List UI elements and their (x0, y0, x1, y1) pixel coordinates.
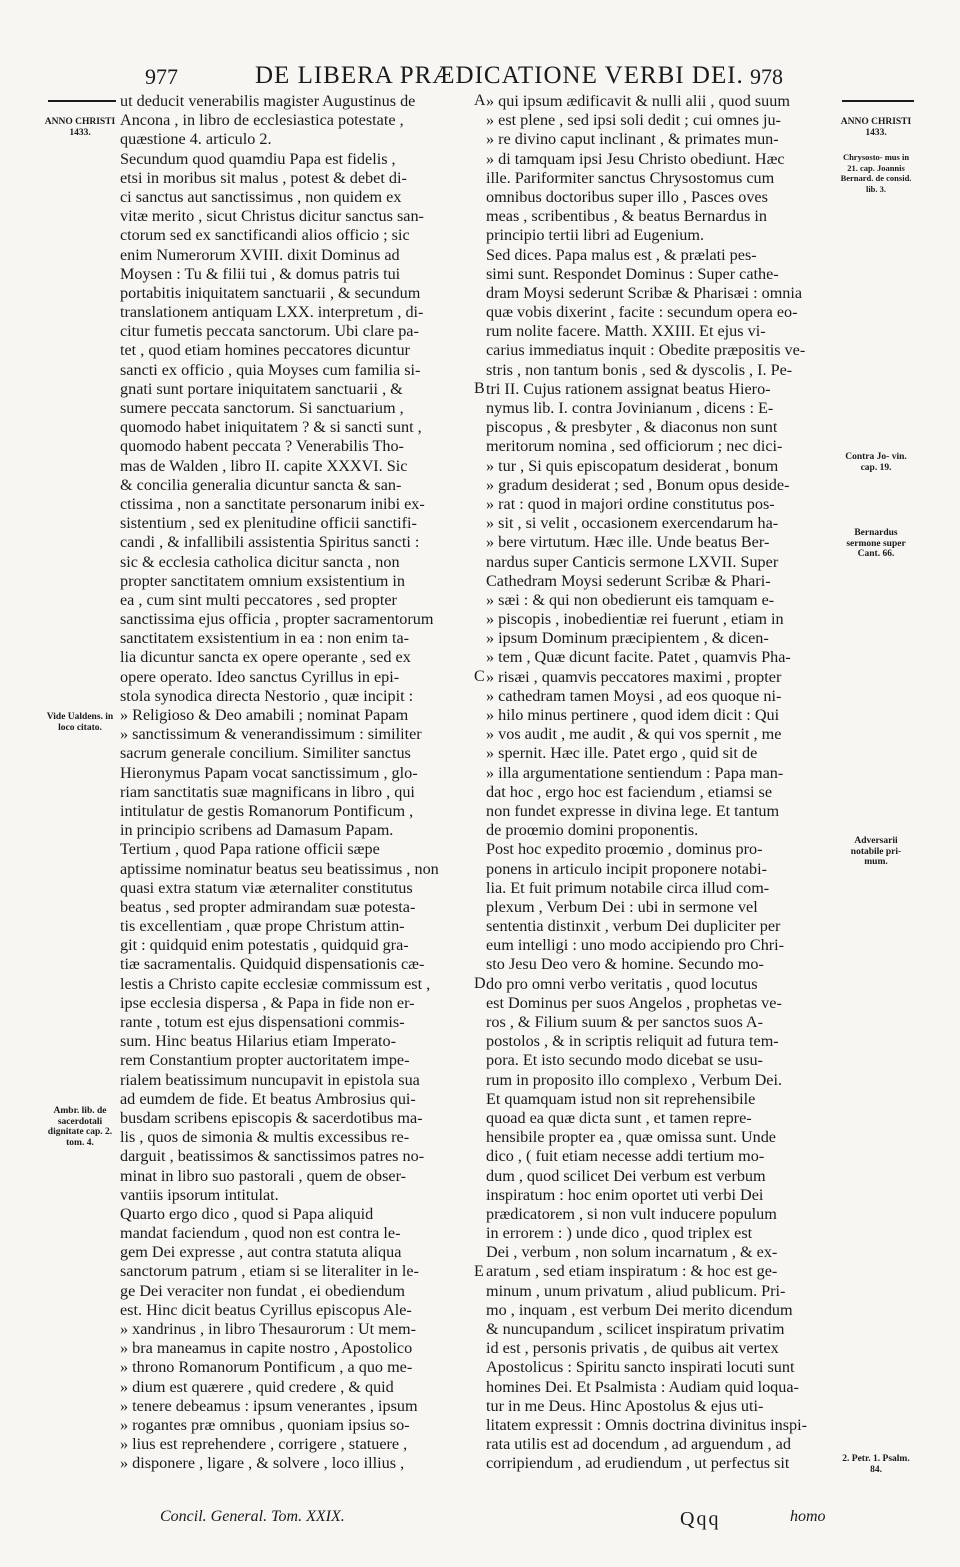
text-line: omnibus doctoribus super illo , Pasces oves (486, 187, 768, 206)
margin-note-bernardus: Bernardus sermone super Cant. 66. (846, 528, 906, 559)
text-line: mas de Walden , libro II. capite XXXVI. Sic (120, 456, 408, 475)
text-line: meas , scribentibus , & beatus Bernardus in (486, 207, 767, 226)
section-marker-b: B (474, 380, 485, 397)
text-line: Hieronymus Papam vocat sanctissimum , glo- (120, 763, 418, 782)
text-line: nymus lib. I. contra Jovinianum , dicens : E- (486, 399, 774, 417)
footer-volume-note: Concil. General. Tom. XXIX. (160, 1508, 345, 1525)
text-line: Cathedram Moysi sederunt Scribæ & Phari- (486, 571, 771, 590)
text-line: quoad ea quæ dicta sunt , et tamen repre- (486, 1108, 752, 1127)
text-line: ille. Pariformiter sanctus Chrysostomus cum (486, 168, 775, 187)
text-line: » tur , Si quis episcopatum desiderat , bonum (486, 456, 779, 475)
text-line: Tertium , quod Papa ratione officii sæpe (120, 840, 380, 859)
text-line: Et quamquam istud non sit reprehensibile (486, 1089, 756, 1108)
right-text-column (486, 92, 838, 1474)
text-line: pora. Et isto secundo modo dicebat se usu- (486, 1051, 763, 1070)
text-line: sanctitatem exsistentium in ea : non enim ta- (120, 629, 410, 648)
text-line: meritorum nomina , sed officiorum ; nec dici- (486, 437, 783, 456)
text-line: Post hoc expedito proœmio , dominus pro- (486, 840, 763, 859)
text-line: aptissime nominatur beatus seu beatissimus , non (120, 859, 439, 878)
text-line: busdam scribens episcopis & sacerdotibus ma- (120, 1108, 423, 1127)
text-line: minum , unum privatum , aliud publicum. Pri- (486, 1281, 786, 1300)
text-line: sanctorum patrum , etiam si se literaliter in le- (120, 1262, 419, 1281)
text-line: do pro omni verbo veritatis , quod locutus (486, 974, 758, 993)
text-line: rante , totum est ejus dispensationi commis- (120, 1013, 405, 1031)
text-line: de proœmio domini proponentis. (486, 821, 699, 840)
text-line: tis excellentiam , quæ prope Christum attin- (120, 917, 405, 936)
text-line: rum in proposito illo complexo , Verbum Dei. (486, 1070, 782, 1089)
text-line: rum nolite facere. Matth. XXIII. Et ejus vi- (486, 322, 766, 341)
text-line: » sit , si velit , occasionem exercendarum ha- (486, 514, 779, 533)
text-line: mo , inquam , est verbum Dei merito dicendum (486, 1300, 793, 1319)
text-line: » gradum desiderat ; sed , Bonum opus deside- (486, 475, 790, 494)
margin-note-anno-right: ANNO CHRISTI 1433. (840, 117, 912, 138)
text-line: Apostolicus : Spiritu sancto inspirati locuti sunt (486, 1358, 795, 1377)
text-line: prædicatorem , si non vult inducere populum (486, 1204, 777, 1223)
text-line: in principio scribens ad Damasum Papam. (120, 821, 394, 840)
section-marker-a: A (474, 92, 486, 109)
text-line: vantiis ipsorum intitulat. (120, 1185, 279, 1204)
text-line: sto Jesu Deo vero & homine. Secundo mo- (486, 955, 764, 974)
text-line: homines Dei. Et Psalmista : Audiam quid loqua- (486, 1377, 799, 1396)
text-line: dico , ( fuit etiam necesse addi tertium mo- (486, 1147, 765, 1166)
text-line: quæ vobis dixerint , facite : secundum opera eo- (486, 303, 798, 322)
text-line: ea , cum sint multi peccatores , sed propter (120, 590, 397, 609)
text-line: minat in libro suo pastorali , quem de obser- (120, 1166, 407, 1185)
text-line: ctissima , non a sanctitate personarum inibi ex- (120, 494, 425, 513)
text-line: sic & ecclesia catholica dicitur sancta , non (120, 552, 400, 571)
text-line: est Dominus per suos Angelos , prophetas ve- (486, 993, 782, 1012)
header-rule-right (842, 100, 914, 102)
page-number-right: 978 (750, 64, 783, 89)
text-line: principio tertii libri ad Eugenium. (486, 226, 705, 245)
text-line: rem Constantium propter auctoritatem impe- (120, 1051, 410, 1070)
text-line: darguit , beatissimos & sanctissimos patres no- (120, 1147, 425, 1166)
text-line: » spernit. Hæc ille. Patet ergo , quid sit de (486, 744, 758, 763)
text-line: » est plene , sed ipsi soli dedit ; cui omnes ju- (486, 111, 781, 130)
text-line: non fundet expresse in divina lege. Et tantum (486, 801, 780, 820)
text-line: gem Dei expresse , aut contra statuta aliqua (120, 1243, 402, 1262)
text-line: propter sanctitatem omnium exsistentium in (120, 571, 406, 590)
text-line: simi sunt. Respondet Dominus : Super cathe- (486, 264, 779, 283)
catchword: homo (790, 1508, 826, 1525)
text-line: quasi extra statum viæ æternaliter constitutus (120, 878, 413, 897)
section-marker-c: C (474, 668, 485, 685)
text-line: aratum , sed etiam inspiratum : & hoc est ge- (486, 1262, 778, 1281)
signature-mark: Qqq (680, 1508, 721, 1530)
running-header (0, 64, 960, 94)
text-line: Sed dices. Papa malus est , & prælati pes- (486, 245, 757, 264)
text-line: » lius est reprehendere , corrigere , statuere , (120, 1435, 408, 1454)
text-line: postolos , & in scriptis reliquit ad futura tem- (486, 1032, 779, 1051)
text-line: citur fumetis peccata sanctorum. Ubi clare pa- (120, 322, 419, 341)
text-line: » piscopis , inobedientiæ rei fuerunt , etiam in (486, 610, 784, 629)
text-line: tiæ sacramentalis. Quidquid dispensationis cæ- (120, 955, 425, 974)
text-line: » sanctissimum & venerandissimum : similiter (120, 725, 422, 744)
text-line: opere operato. Ideo sanctus Cyrillus in epi- (120, 667, 400, 686)
text-line: vitæ merito , sicut Christus dicitur sanctus san- (120, 207, 424, 226)
margin-note-adversarii: Adversarii notabile pri- mum. (850, 836, 902, 867)
text-line: intitulatur de gestis Romanorum Pontificum , (120, 801, 414, 820)
text-line: » vos audit , me audit , & qui vos spernit , me (486, 725, 782, 744)
text-line: » di tamquam ipsi Jesu Christo obediunt. Hæc (486, 149, 785, 168)
text-line: & nuncupandum , scilicet inspiratum privatim (486, 1320, 785, 1338)
text-line: ctorum sed ex sanctificandi alios officio ; sic (120, 226, 410, 245)
text-line: » re divino caput inclinant , & primates mun- (486, 130, 779, 149)
text-line: sancti ex officio , quia Moyses cum familia si- (120, 360, 421, 379)
text-line: dram Moysi sederunt Scribæ & Pharisæi : omnia (486, 283, 803, 302)
text-line: » tenere debeamus : ipsum venerantes , ipsum (120, 1396, 418, 1415)
text-line: git : quidquid enim potestatis , quidquid gra- (120, 936, 409, 955)
text-line: carius immediatus inquit : Obedite præpositis ve- (486, 341, 806, 360)
text-line: dat hoc , ergo hoc est faciendum , etiamsi se (486, 782, 773, 801)
text-line: id est , personis privatis , de quibus ait vertex (486, 1339, 779, 1358)
text-line: eum intelligi : uno modo accipiendo pro Chri- (486, 936, 785, 955)
text-line: sententia distinxit , verbum Dei dupliciter per (486, 917, 781, 936)
text-line: sanctissima ejus officia , propter sacramentorum (120, 610, 434, 629)
section-marker-d: D (474, 975, 486, 992)
text-line: » disponere , ligare , & solvere , loco illius , (120, 1454, 405, 1473)
text-line: stris , non tantum bonis , sed & dyscolis , I. Pe- (486, 360, 793, 379)
text-line: riam sanctitatis suæ magnificans in libro , qui (120, 782, 415, 801)
text-line: translationem antiquam LXX. interpretum , di- (120, 303, 424, 322)
text-line: hensibile propter ea , quæ omissa sunt. Unde (486, 1128, 776, 1147)
text-line: Moysen : Tu & filii tui , & domus patris tui (120, 264, 401, 283)
text-line: tri II. Cujus rationem assignat beatus Hiero- (486, 379, 771, 398)
text-line: » throno Romanorum Pontificum , a quo me- (120, 1358, 413, 1377)
text-line: » tem , Quæ dicunt facite. Patet , quamvis Pha- (486, 648, 791, 667)
running-title: DE LIBERA PRÆDICATIONE VERBI DEI. (255, 62, 744, 89)
text-line: lia. Et fuit primum notabile circa illud com- (486, 878, 770, 897)
margin-note-anno-left: ANNO CHRISTI 1433. (44, 117, 116, 138)
margin-note-vide: Vide Ualdens. in loco citato. (46, 712, 114, 733)
text-line: » ipsum Dominum præcipientem , & dicen- (486, 629, 769, 648)
text-line: quomodo habet iniquitatem ? & si sancti sunt , (120, 418, 422, 437)
text-line: ad eumdem de fide. Et beatus Ambrosius qui- (120, 1089, 416, 1108)
text-line: » dium est quærere , quid credere , & quid (120, 1377, 394, 1396)
text-line: ipse ecclesia dispersa , & Papa in fide non er- (120, 993, 415, 1012)
text-line: tet , quod etiam homines peccatores dicuntur (120, 341, 410, 360)
text-line: nardus super Canticis sermone LXVII. Super (486, 552, 779, 571)
text-line: » qui ipsum ædificavit & nulli alii , quod suum (486, 92, 790, 110)
text-line: Dei , verbum , non solum incarnatum , & ex- (486, 1243, 778, 1262)
text-line: ponens in articulo incipit proponere notabi- (486, 859, 767, 878)
text-line: litatem expressit : Omnis doctrina divinitus inspi- (486, 1415, 808, 1434)
text-line: Quarto ergo dico , quod si Papa aliquid (120, 1204, 374, 1223)
text-line: quomodo habent peccata ? Venerabilis Tho- (120, 437, 404, 456)
text-line: ros , & Filium suum & per sanctos suos A- (486, 1013, 763, 1031)
text-line: rata utilis est ad docendum , ad arguendum , ad (486, 1435, 791, 1454)
text-line: » cathedram tamen Moysi , ad eos quoque ni- (486, 686, 782, 705)
section-marker-e: E (474, 1263, 484, 1280)
text-line: » risæi , quamvis peccatores maximi , propter (486, 667, 782, 686)
text-line: portabitis iniquitatem sanctuarii , & secundum (120, 283, 421, 302)
text-line: » rat : quod in majori ordine constitutus pos- (486, 494, 775, 513)
text-line: sumere peccata sanctorum. Si sanctuarium , (120, 399, 404, 417)
text-line: dum , quod scilicet Dei verbum est verbum (486, 1166, 766, 1185)
text-line: rialem beatissimum nuncupavit in epistola sua (120, 1070, 420, 1089)
margin-note-contra-jovinianum: Contra Jo- vin. cap. 19. (845, 452, 907, 473)
text-line: » illa argumentatione sentiendum : Papa man- (486, 763, 784, 782)
text-line: » xandrinus , in libro Thesaurorum : Ut mem- (120, 1320, 416, 1338)
text-line: sistentium , sed ex plenitudine officii sanctifi- (120, 514, 417, 533)
text-line: mandat faciendum , quod non est contra le- (120, 1224, 401, 1243)
text-line: gnati sunt portare iniquitatem sanctuarii , & (120, 379, 403, 398)
text-line: plexum , Verbum Dei : ubi in sermone vel (486, 897, 758, 916)
margin-note-petr-psalm: 2. Petr. 1. Psalm. 84. (842, 1454, 910, 1475)
text-line: ci sanctus aut sanctissimus , non quidem ex (120, 187, 402, 206)
text-line: piscopus , & presbyter , & diaconus non sunt (486, 418, 778, 437)
text-line: etsi in moribus sit malus , potest & debet di- (120, 168, 407, 187)
text-line: sum. Hinc beatus Hilarius etiam Imperato- (120, 1032, 397, 1051)
left-text-column (120, 92, 475, 1474)
page-number-left: 977 (145, 64, 178, 89)
text-line: lis , quos de simonia & multis excessibus re- (120, 1128, 410, 1147)
text-line: corripiendum , ad erudiendum , ut perfectus sit (486, 1454, 790, 1473)
text-line: est. Hinc dicit beatus Cyrillus episcopus Ale- (120, 1300, 412, 1319)
text-line: » bere virtutum. Hæc ille. Unde beatus Ber- (486, 533, 770, 552)
text-line: Ancona , in libro de ecclesiastica potestate , (120, 111, 404, 130)
text-line: » bra maneamus in capite nostro , Apostolico (120, 1339, 413, 1358)
header-rule-left (48, 100, 116, 102)
text-line: Secundum quod quamdiu Papa est fidelis , (120, 149, 396, 168)
text-line: » rogantes præ omnibus , quoniam ipsius so- (120, 1415, 410, 1434)
text-line: inspiratum : hoc enim oportet uti verbi Dei (486, 1185, 764, 1204)
text-line: » sæi : & qui non obedierunt eis tamquam e- (486, 590, 775, 609)
text-line: » Religioso & Deo amabili ; nominat Papam (120, 706, 409, 724)
text-line: candi , & infallibili assistentia Spiritus sancti : (120, 533, 420, 552)
text-line: enim Numerorum XVIII. dixit Dominus ad (120, 245, 400, 264)
text-line: » hilo minus pertinere , quod idem dicit : Qui (486, 706, 780, 724)
margin-note-ambrosius: Ambr. lib. de sacerdotali dignitate cap. 2. tom. 4. (47, 1106, 113, 1148)
text-line: lestis a Christo capite ecclesiæ commissum est , (120, 974, 431, 993)
text-line: stola synodica directa Nestorio , quæ incipit : (120, 686, 414, 705)
text-line: in errorem : ) unde dico , quod triplex est (486, 1224, 753, 1243)
margin-note-chrysostomus: Chrysosto- mus in 21. cap. Joannis Bernard. de consid. lib. 3. (840, 152, 912, 194)
text-line: & concilia generalia dicuntur sancta & san- (120, 475, 402, 494)
text-line: ut deducit venerabilis magister Augustinus de (120, 92, 416, 110)
text-line: ge Dei veraciter non fundat , ei obediendum (120, 1281, 405, 1300)
text-line: quæstione 4. articulo 2. (120, 130, 272, 149)
text-line: beatus , sed propter admirandam suæ potesta- (120, 897, 416, 916)
text-line: tur in me Deus. Hinc Apostolus & ejus uti- (486, 1396, 764, 1415)
text-line: lia dicuntur sancta ex opere operante , sed ex (120, 648, 411, 667)
text-line: sacrum generale concilium. Similiter sanctus (120, 744, 411, 763)
